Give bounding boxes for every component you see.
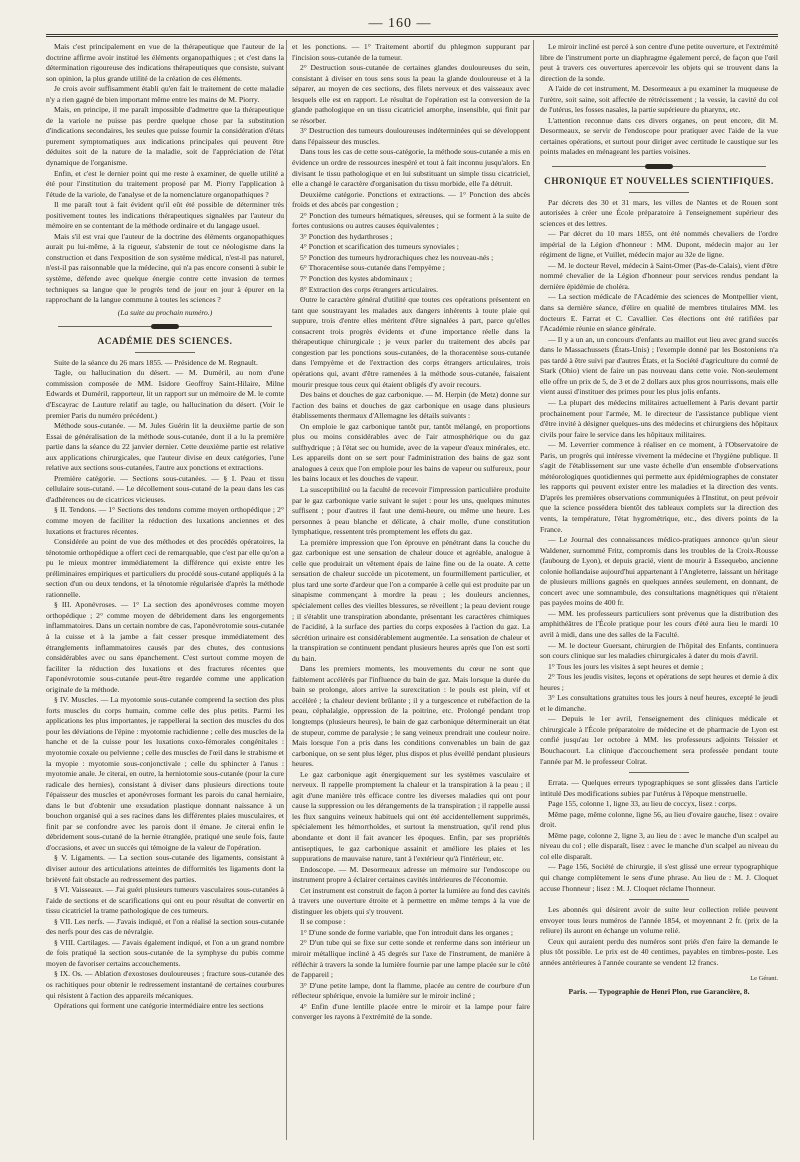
title-underline bbox=[629, 192, 689, 193]
paragraph: — Par décret du 10 mars 1855, ont été nommés chevaliers de l'ordre impérial de la Légion d'honneur : MM. Dupont, médecin major au 1er régiment de ligne, et Vuillet, médecin major au 32e de ligne. bbox=[540, 229, 778, 260]
paragraph: § II. Tendons. — 1° Sections des tendons comme moyen orthopédique ; 2° comme moyen de faciliter la réduction des luxations anciennes et des luxations et fractures récentes. bbox=[46, 505, 284, 536]
gerant-signature: Le Gérant. bbox=[750, 975, 778, 983]
paragraph: Mais s'il est vrai que l'auteur de la doctrine des éléments organopathiques aurait pu lui-même, à la rigueur, s'abstenir de tout ce néologisme dans la construction et dans l'exposition de son système médical, n'est-il pas naturel, n'est-il pas raisonnable que la médecine, qui n'a pas encore consenti à subir le système, défende avec quelque énergie contre cette invasion de termes techniques sa langue que le progrès tend de jour en jour à épurer en la rapprochant de la langue commune à toutes les sciences ? bbox=[46, 231, 284, 305]
paragraph: L'attention reconnue dans ces divers organes, on peut encore, dit M. Desormeaux, se servir de l'endoscope pour pratiquer avec l'aide de la vue certaines opérations, et surtout pour diriger avec certitude le caustique sur les points malades en ménageant les parties voisines. bbox=[540, 115, 778, 157]
paragraph: La première impression que l'on éprouve en pénétrant dans la couche du gaz carbonique est une sensation de chaleur douce et agréable, analogue à celle que produirait un vêtement épais de laine fine ou de la ouate. A cette sensation de chaleur succède un picotement, un fourmillement particulier, et plus tard une sorte d'ardeur que l'on a comparée à celle qui est produite par un sinapisme commençant à mordre la peau ; les douleurs anciennes, spécialement celles des vieilles blessures, se réveillent ; la peau devient rouge ; il s'établit une transpiration abondante, présentant les caractères chimiques de l'acidité, à la surface des parties du corps exposées à l'action du gaz. La sécrétion urinaire est considérablement augmentée. La sensation de chaleur et la transpiration se continuent pendant plusieurs heures après que l'on est sorti du bain. bbox=[292, 537, 530, 663]
paragraph: 2° Tous les jeudis visites, leçons et opérations de sept heures et demie à dix heures ; bbox=[540, 672, 778, 692]
paragraph: Le miroir incliné est percé à son centre d'une petite ouverture, et l'extrémité libre de l'instrument porte un diaphragme également percé, de façon que l'œil peut à travers ces ouvertures apercevoir les objets qui se trouvent dans la direction de la sonde. bbox=[540, 42, 778, 83]
paragraph: 3° Ponction des hydarthroses ; bbox=[300, 231, 393, 241]
section-divider bbox=[46, 324, 284, 330]
paragraph: Mais, en principe, il me paraît impossible d'admettre que la thérapeutique de la variole ne puisse pas perdre quelque chose par la substitution d'indications secondaires, les seules que puisse fournir la considération d'états purement symptomatiques aux indications principales qui peuvent être déduites soit de la nature de la maladie, soit de l'appréciation de l'état dynamique de l'organisme. bbox=[46, 105, 284, 168]
paragraph: 3° Destruction des tumeurs douloureuses indéterminées qui se développent dans l'épaisseur des muscles. bbox=[292, 126, 530, 146]
paragraph: § IV. Muscles. — La myotomie sous-cutanée comprend la section des plus forts muscles du corps humain, comme celle des plus petits. Parmi les applications les plus importantes, je rappellerai la section des muscles du dos pour les déviations de l'épine : myotomie rachidienne ; celle des muscles de la hanche et de la cuisse pour les luxations coxo-fémorales congénitales : myotomie coxale ou pelvienne ; celle des muscles de l'œil dans le strabisme et la myopie : myotomie sous-conjonctivale ; celle du sphincter à l'anus : myotomie anale. Je citerai, en outre, la herniotomie sous-cutanée (pour la cure radicale des hernies), consistant à diviser dans plusieurs directions toute l'épaisseur des muscles et aponévroses formant les parois du canal herniaire, dans le but d'obtenir une exsudation plastique donnant naissance à un bouchon organisé qui a ses racines dans les différentes plaies musculaires, et finit par se confondre avec les parois dont il émane. Je citerai enfin le débridement sous-cutané de la hernie étranglée, pratiqué une seule fois, faute d'occasions, et avec un succès qui témoigne de la valeur de l'opération. bbox=[46, 695, 284, 852]
paragraph: et les ponctions. — 1° Traitement abortif du phlegmon suppurant par l'incision sous-cutanée de la tumeur. bbox=[292, 42, 530, 62]
page-number: — 160 — bbox=[368, 16, 432, 31]
paragraph: § III. Aponévroses. — 1° La section des aponévroses comme moyen orthopédique ; 2° comme moyen de débridement dans les engorgements inflammatoires. Dans un certain nombre de cas, l'aponévrotomie sous-cutanée à la cuisse et à la jambe a fait cesser presque immédiatement des étranglements inflammatoires causés par des chutes, des contusions considérables avec ou sans épanchement. C'est surtout comme moyen de faciliter la réduction des luxations et des fractures récentes que l'aponévrotomie sous-cutanée peut-être regardée comme une application originale de la méthode. bbox=[46, 600, 284, 694]
paragraph: Les abonnés qui désirent avoir de suite leur collection reliée peuvent envoyer tous leurs numéros de l'année 1854, et moyennant 2 fr. (prix de la reliure) ils auront en échange un volume relié. bbox=[540, 905, 778, 936]
paragraph: — Depuis le 1er avril, l'enseignement des cliniques médicale et chirurgicale à l'École préparatoire de médecine et de pharmacie de Lyon est confié jusqu'au 1er octobre à MM. les professeurs adjoints Teissier et Bouchacourt. La clinique d'accouchement sera professée pendant toute l'année par M. le professeur Colrat. bbox=[540, 714, 778, 766]
paragraph: Tagle, ou hallucination du désert. — M. Duméril, au nom d'une commission composée de MM. Isidore Geoffroy Saint-Hilaire, Milne Edwards et Duméril, rapporteur, lit un rapport sur un mémoire de M. le comte d'Escayrac de Lauture relatif au tagle, ou hallucination du désert. (Voir le premier Paris du numéro précédent.) bbox=[46, 368, 284, 420]
paragraph: Même page, colonne 2, ligne 3, au lieu de : avec le manche d'un scalpel au niveau du col ; elle disparaît, lisez : avec le manche d'un scalpel au niveau du col elle disparaît. bbox=[540, 830, 778, 861]
paragraph: 1° Tous les jours les visites à sept heures et demie ; bbox=[548, 661, 704, 671]
paragraph: Il se compose : bbox=[300, 917, 346, 927]
paragraph: — Le Journal des connaissances médico-pratiques annonce qu'un sieur Waldener, surnommé Fritz, compromis dans les troubles de la Croix-Rousse (faubourg de Lyon), et depuis gracié, vient de mourir à Essequebo, ancienne colonie hollandaise aujourd'hui appartenant à l'Angleterre, laissant un héritage de plusieurs millions gagnés en quelques années seulement, en donnant, de concert avec une somnambule, des consultations magnétiques qui n'étaient pas payées moins de 400 fr. bbox=[540, 535, 778, 608]
errata-block bbox=[540, 778, 778, 894]
column-divider bbox=[533, 40, 534, 1140]
paragraph: Opérations qui forment une catégorie intermédiaire entre les sections bbox=[54, 1001, 264, 1011]
paragraph: Errata. — Quelques erreurs typographiques se sont glissées dans l'article intitulé Des modifications subies par l'utérus à l'époque menstruelle. bbox=[540, 778, 778, 798]
paragraph: — MM. les professeurs particuliers sont prévenus que la distribution des amphithéâtres de l'École pratique pour les cours d'été aura lieu le mardi 10 avril à midi, dans une des salles de la Faculté. bbox=[540, 608, 778, 639]
paragraph: Mais c'est principalement en vue de la thérapeutique que l'auteur de la doctrine affirme avoir institué les éléments organopathiques ; et c'est dans la détermination rigoureuse des indications thérapeutiques que consiste, suivant son opinion, la plus grande utilité de la création de ces éléments. bbox=[46, 42, 284, 83]
paragraph: 8° Extraction des corps étrangers articulaires. bbox=[300, 284, 438, 294]
paragraph: § V. Ligaments. — La section sous-cutanée des ligaments, consistant à diviser autour des articulations atteintes de difformités les ligaments dont la brièveté fait obstacle au redressement des parties. bbox=[46, 853, 284, 884]
paragraph: 3° Les consultations gratuites tous les jours à neuf heures, excepté le jeudi et le dimanche. bbox=[540, 693, 778, 713]
section-title-chronique: CHRONIQUE ET NOUVELLES SCIENTIFIQUES. bbox=[544, 176, 774, 187]
header-rule bbox=[46, 34, 778, 37]
paragraph: 3° D'une petite lampe, dont la flamme, placée au centre de courbure d'un réflecteur sphérique, envoie la lumière sur le miroir incliné ; bbox=[292, 980, 530, 1001]
paragraph: — Il y a un an, un concours d'enfants au maillot eut lieu avec grand succès dans le Massachussets (États-Unis) ; l'exemple donné par les Bostoniens n'a pas tardé à être suivi par d'autres États, et la Société d'agriculture du comté de Stark (Ohio) vient de faire un pas nouveau dans cette voie. Non-seulement elle offre un prix de 5, de 3 et de 2 dollars aux plus gros nourrissons, mais elle vient aussi d'instituer des primes pour les plus jolis enfants. bbox=[540, 334, 778, 397]
section-divider bbox=[540, 164, 778, 170]
paragraph: — M. Leverrier commence à réaliser en ce moment, à l'Observatoire de Paris, un progrès qui intéresse vivement la médecine et l'hygiène publique. Il s'agit de l'établissement sur une vaste échelle d'un ensemble d'observations météorologiques quotidiennes qui permette aux épidémiographes de constater les rapports qui peuvent exister entre les maladies et la direction des vents. D'après les premières observations communiquées à l'Institut, on peut prévoir que la science possédera bientôt des tableaux complets sur la direction des vents, la température, l'état hygrométrique, etc., des divers points de la France. bbox=[540, 440, 778, 534]
paragraph: Par décrets des 30 et 31 mars, les villes de Nantes et de Rouen sont autorisées à créer une École préparatoire à l'enseignement supérieur des sciences et des lettres. bbox=[540, 197, 778, 228]
paragraph: Dans tous les cas de cette sous-catégorie, la méthode sous-cutanée a mis en évidence un ordre de ressources inespéré et tout à fait inconnu jusqu'alors. En divisant le tissu pathologique et en lui substituant un simple tissu cicatriciel, elle a changé le caractère d'organisation du tissu morbide, elle l'a détruit. bbox=[292, 147, 530, 189]
to-be-continued-note: (La suite au prochain numéro.) bbox=[117, 307, 213, 317]
column-left bbox=[46, 42, 284, 1142]
paragraph: Le gaz carbonique agit énergiquement sur les systèmes vasculaire et nerveux. Il rappelle promptement la chaleur et la transpiration à la peau ; il agit d'une manière très efficace contre les diverses maladies qui ont pour cause la suppression ou les dérangements de la transpiration ; il rappelle aussi les flux sanguins veineux habituels qui ont été accidentellement supprimés, spécialement les hémorrhoïdes, et surtout la menstruation, qu'il rend plus abondante et dont il fait avancer les époques. Enfin, par ses propriétés antiseptiques, le gaz carbonique assainit et améliore les plaies et les suppurations de mauvaise nature, tant à l'extérieur qu'à l'intérieur, etc. bbox=[292, 769, 530, 864]
column-middle bbox=[292, 42, 530, 1142]
paragraph: Considérée au point de vue des méthodes et des procédés opératoires, la ténotomie orthopédique a offert ceci de remarquable, que c'est par elle qu'on a pu le mieux montrer immédiatement la différence qui existe entre les préliminaires empiriques et particuliers du procédé sous-cutané appliqués à la section d'un ou deux tendons, et la ténotomie régularisée d'après la méthode rationnelle. bbox=[46, 537, 284, 599]
paragraph: Dans les premiers moments, les mouvements du cœur ne sont que faiblement accélérés par l'influence du bain de gaz. Mais lorsque la durée du bain se prolonge, alors arrive la surexcitation : le pouls est plein, vif et accéléré ; la chaleur devient brûlante ; il y a turgescence et rubéfaction de la peau, céphalalgie, oppression de la poitrine, etc. Prolongé pendant trop longtemps (plusieurs heures), le bain de gaz carbonique déterminerait un état de stupeur, comme de paralysie ; le sang veineux prendrait une couleur noire. Mais lorsque l'on a pris dans les conditions convenables un bain de gaz carbonique, on se sent plus léger, plus dispos et plus éveillé pendant plusieurs heures. bbox=[292, 664, 530, 769]
paragraph: Des bains et douches de gaz carbonique. — M. Herpin (de Metz) donne sur l'action des bains et douches de gaz carbonique en usage dans plusieurs établissements thermaux d'Allemagne les détails suivants : bbox=[292, 390, 530, 421]
paragraph: Endoscope. — M. Desormeaux adresse un mémoire sur l'endoscope ou instrument propre à éclairer certaines cavités intérieures de l'économie. bbox=[292, 864, 530, 885]
divider bbox=[629, 899, 689, 900]
paragraph: Outre le caractère général d'utilité que toutes ces opérations présentent en tant que soustrayant les malades aux dangers inhérents à toute plaie qui suppure, trois d'entre elles méritent d'être signalées à part, parce qu'elles consacrent trois progrès évidents et d'une importance réelle dans la thérapeutique chirurgicale ; je veux parler du traitement des abcès par congestion par les ponctions sous-cutanées, de la thoracentèse sous-cutanée dans l'empyème et de l'extraction des corps étrangers articulaires, trois opérations qui, avant d'être ramenées à la méthode sous-cutanée, faisaient mourir presque tous ceux qui étaient obligés d'y avoir recours. bbox=[292, 295, 530, 389]
paragraph: § IX. Os. — Ablation d'exostoses douloureuses ; fracture sous-cutanée des os rachitiques pour obtenir le redressement instantané de certaines courbures qui résistent à l'action des appareils mécaniques. bbox=[46, 969, 284, 1000]
paragraph: § VI. Vaisseaux. — J'ai guéri plusieurs tumeurs vasculaires sous-cutanées à l'aide de sections et de scarifications qui ont eu pour résultat de convertir en tissu cicatriciel la trame pathologique de ces tumeurs. bbox=[46, 885, 284, 916]
paragraph: — La section médicale de l'Académie des sciences de Montpellier vient, dans sa dernière séance, d'élire en qualité de membres titulaires MM. les docteurs E. Farrat et C. Cavallier. Ces élections ont été ratifiées par l'Académie réunie en séance générale. bbox=[540, 292, 778, 334]
paragraph: 4° Ponction et scarification des tumeurs synoviales ; bbox=[300, 242, 459, 252]
paragraph: Suite de la séance du 26 mars 1855. — Présidence de M. Regnault. bbox=[54, 357, 258, 367]
paragraph: 2° Ponction des tumeurs hématiques, séreuses, qui se forment à la suite de fortes contusions ou autres causes équivalentes ; bbox=[292, 210, 530, 231]
article-continuation bbox=[46, 42, 284, 318]
paragraph: — M. le docteur Guersant, chirurgien de l'hôpital des Enfants, continuera son cours clinique sur les maladies chirurgicales à dater du mois d'avril. bbox=[540, 640, 778, 661]
paragraph: Je crois avoir suffisamment établi qu'en fait le traitement de cette maladie n'y a rien gagné de bien important même entre les mains de M. Piorry. bbox=[46, 84, 284, 104]
subscriber-notice bbox=[540, 905, 778, 968]
paragraph: 2° Destruction sous-cutanée de certaines glandes douloureuses du sein, consistant à diviser en tous sens sous la peau la glande douloureuse et à la séparer, au moyen de ces sections, des filets nerveux et des vaisseaux avec lesquels elle est en rapport. Le résultat de l'opération est la conversion de la glande pathologique en un tissu cicatriciel amorphe, insensible, qui finit par se résorber. bbox=[292, 63, 530, 125]
column-right bbox=[540, 42, 778, 1142]
paragraph: 6° Thoracentèse sous-cutanée dans l'empyème ; bbox=[300, 263, 445, 273]
column-divider bbox=[286, 40, 287, 1140]
paragraph: Page 155, colonne 1, ligne 33, au lieu de coccyx, lisez : corps. bbox=[548, 799, 737, 809]
paragraph: 7° Ponction des kystes abdominaux ; bbox=[300, 274, 413, 284]
paragraph: — M. le docteur Revel, médecin à Saint-Omer (Pas-de-Calais), vient d'être nommé chevalier de la Légion d'honneur pour services rendus pendant la dernière épidémie de choléra. bbox=[540, 260, 778, 291]
paragraph: Il me paraît tout à fait évident qu'il eût été possible de déterminer très positivement toutes les indications thérapeutiques signalées par l'auteur du mémoire en se contentant de la méthode ordinaire et du langage usuel. bbox=[46, 200, 284, 231]
paragraph: § VIII. Cartilages. — J'avais également indiqué, et l'on a un grand nombre de fois pratiqué la section sous-cutanée de la symphyse du pubis comme moyen de favoriser certains accouchements. bbox=[46, 937, 284, 968]
paragraph: — La plupart des médecins militaires actuellement à Paris devant partir prochainement pour l'armée, M. le directeur de l'assistance publique vient d'être invité à désigner quelques-uns des médecins et chirurgiens des hôpitaux civils pour faire le service dans les hôpitaux militaires. bbox=[540, 397, 778, 439]
paragraph: Enfin, et c'est le dernier point qui me reste à examiner, de quelle utilité a été pour l'institution du traitement proposé par M. Piorry l'application à l'étude de la variole, de l'analyse et de la nomenclature organopathiques ? bbox=[46, 168, 284, 199]
paragraph: 2° D'un tube qui se fixe sur cette sonde et renferme dans son intérieur un miroir métallique incliné à 45 degrés sur l'axe de l'instrument, de manière à réfléchir à travers la sonde la lumière fournie par une lampe placée sur le côté de l'appareil ; bbox=[292, 938, 530, 980]
paragraph: A l'aide de cet instrument, M. Desormeaux a pu examiner la muqueuse de l'urètre, soit saine, soit affectée de rétrécissement ; la vessie, la cavité du col de l'utérus, les fosses nasales, la partie supérieure du pharynx, etc. bbox=[540, 84, 778, 115]
paragraph: 1° D'une sonde de forme variable, que l'on introduit dans les organes ; bbox=[300, 927, 513, 937]
title-underline bbox=[135, 352, 195, 353]
paragraph: § VII. Les nerfs. — J'avais indiqué, et l'on a réalisé la section sous-cutanée des nerfs pour des cas de névralgie. bbox=[46, 916, 284, 937]
paragraph: Méthode sous-cutanée. — M. Jules Guérin lit la deuxième partie de son Essai de généralisation de la méthode sous-cutanée, dont il a lu la première partie dans la séance du 22 janvier dernier. Cette deuxième partie est relative aux applications chirurgicales, que l'auteur divise en deux catégories, l'une relative aux sections sous-cutanées, l'autre aux ponctions et extractions. bbox=[46, 421, 284, 473]
paragraph: On emploie le gaz carbonique tantôt pur, tantôt mélangé, en proportions plus ou moins considérables avec de l'air atmosphérique ou du gaz sulfhydrique ; à l'état sec ou humide, avec de la vapeur d'eaux minérales, etc. Les appareils dont on se sert pour l'administration des bains de gaz sont analogues à ceux que l'on emploie pour les bains de vapeur ou sulfureux, pour les bains locaux et les douches de vapeur. bbox=[292, 421, 530, 484]
paragraph: Première catégorie. — Sections sous-cutanées. — § I. Peau et tissu cellulaire sous-cutané. — Le décollement sous-cutané de la peau dans les cas d'adhérences ou de cicatrices vicieuses. bbox=[46, 473, 284, 504]
section-title-academie: ACADÉMIE DES SCIENCES. bbox=[97, 336, 233, 347]
paragraph: — Page 156, Société de chirurgie, il s'est glissé une erreur typographique qui change complètement le sens d'une phrase. Au lieu de : M. J. Cloquet accuse l'honneur ; lisez : M. J. Cloquet réclame l'honneur. bbox=[540, 862, 778, 893]
paragraph: Ceux qui auraient perdu des numéros sont priés d'en faire la demande le plus tôt possible. Le prix est de 40 centimes, payables en timbres-poste. Les années antérieures à l'année courante se vendent 12 francs. bbox=[540, 936, 778, 967]
printer-imprint: Paris. — Typographie de Henri Plon, rue Garancière, 8. bbox=[568, 986, 750, 996]
paragraph: Même page, même colonne, ligne 56, au lieu d'ovaire gauche, lisez : ovaire droit. bbox=[540, 809, 778, 830]
paragraph: 5° Ponction des tumeurs hydrorachiques chez les nouveau-nés ; bbox=[300, 252, 494, 262]
divider bbox=[629, 772, 689, 773]
paragraph: Deuxième catégorie. Ponctions et extractions. — 1° Ponction des abcès froids et des abcès par congestion ; bbox=[292, 189, 530, 210]
paragraph: Cet instrument est construit de façon à porter la lumière au fond des cavités à travers une ouverture étroite et à permettre en même temps à la vue de distinguer les objets qui s'y trouvent. bbox=[292, 885, 530, 916]
paragraph: La susceptibilité ou la faculté de recevoir l'impression particulière produite par le gaz carbonique varie suivant le sujet : pour les uns, quelques minutes suffisent ; pour d'autres il faut une demi-heure, ou même une heure. Les personnes à peau blanche et délicate, à chair molle, d'une constitution lymphatique, ressentent très promptement les effets du gaz. bbox=[292, 484, 530, 537]
paragraph: 4° Enfin d'une lentille placée entre le miroir et la lampe pour faire converger les rayons à l'extrémité de la sonde. bbox=[292, 1001, 530, 1022]
